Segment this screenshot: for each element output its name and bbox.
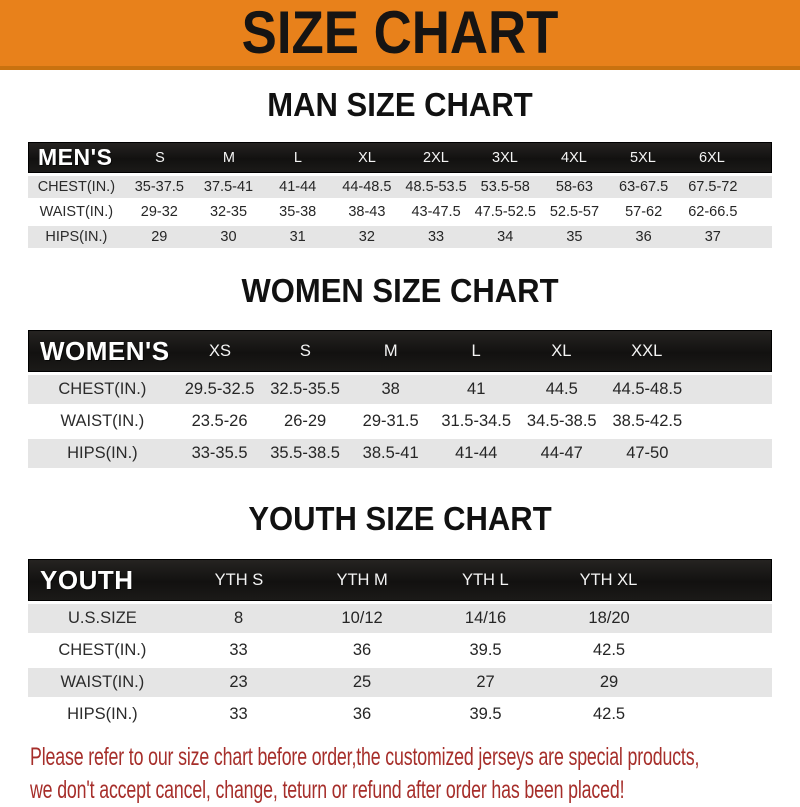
row-label: WAIST(IN.)	[60, 412, 145, 430]
size-value-cell: 47.5-52.5	[474, 204, 536, 220]
size-value-cell: 33	[229, 705, 248, 723]
size-column-header: 2XL	[423, 149, 449, 166]
size-value-cell: 26-29	[284, 412, 327, 430]
size-value-cell: 32.5-35.5	[270, 380, 340, 398]
size-column-header: XL	[358, 149, 376, 166]
size-column-header: M	[383, 341, 398, 360]
size-value-cell: 35.5-38.5	[270, 444, 340, 462]
size-value-cell: 27	[476, 673, 495, 691]
women-size-table	[28, 330, 772, 468]
size-value-cell: 29	[151, 229, 168, 245]
row-label: WAIST(IN.)	[60, 673, 145, 691]
size-column-header: 4XL	[561, 149, 587, 166]
size-value-cell: 53.5-58	[480, 179, 530, 195]
size-column-header: YTH M	[336, 570, 388, 589]
row-label: WAIST(IN.)	[39, 204, 114, 220]
size-column-header: XS	[209, 341, 232, 360]
size-value-cell: 48.5-53.5	[405, 179, 467, 195]
women-section-heading: WOMEN SIZE CHART	[241, 272, 559, 309]
men-table-label: MEN'S	[38, 144, 113, 170]
size-column-header: 3XL	[492, 149, 518, 166]
men-hips-row	[28, 226, 772, 248]
size-column-header: XL	[551, 341, 572, 360]
size-value-cell: 38.5-41	[362, 444, 419, 462]
order-note-line-1: Please refer to our size chart before order,the customized jerseys are special products,	[30, 743, 700, 771]
men-chest-row	[28, 176, 772, 198]
youth-table-header-row	[28, 559, 772, 601]
size-column-header: S	[155, 149, 165, 166]
size-value-cell: 35-37.5	[134, 179, 184, 195]
size-column-header: YTH S	[214, 570, 264, 589]
size-column-header: 5XL	[630, 149, 656, 166]
size-value-cell: 10/12	[341, 609, 383, 627]
size-value-cell: 43-47.5	[411, 204, 461, 220]
men-table-header-row	[28, 142, 772, 173]
size-value-cell: 41-44	[455, 444, 498, 462]
size-value-cell: 44-47	[540, 444, 583, 462]
size-value-cell: 30	[220, 229, 237, 245]
size-value-cell: 14/16	[464, 609, 507, 627]
youth-hips-row	[28, 700, 772, 729]
size-value-cell: 44.5	[545, 380, 578, 398]
size-value-cell: 32-35	[209, 204, 248, 220]
size-value-cell: 36	[352, 705, 372, 723]
men-section-heading: MAN SIZE CHART	[267, 86, 533, 123]
size-value-cell: 23	[229, 673, 248, 691]
youth-section-heading: YOUTH SIZE CHART	[248, 500, 552, 537]
women-table-header-row	[28, 330, 772, 372]
size-column-header: YTH XL	[579, 570, 638, 589]
size-value-cell: 42.5	[592, 705, 626, 723]
size-value-cell: 36	[635, 229, 652, 245]
size-value-cell: 25	[352, 673, 372, 691]
men-size-table	[28, 142, 772, 248]
row-label: HIPS(IN.)	[67, 705, 138, 723]
women-chest-row	[28, 375, 772, 404]
row-label: CHEST(IN.)	[58, 641, 147, 659]
size-value-cell: 35	[566, 229, 583, 245]
youth-chest-row	[28, 636, 772, 665]
size-chart-banner-title: SIZE CHART	[241, 0, 559, 66]
size-value-cell: 32	[358, 229, 375, 245]
size-value-cell: 38.5-42.5	[612, 412, 683, 430]
women-hips-row	[28, 439, 772, 468]
size-value-cell: 29.5-32.5	[184, 380, 255, 398]
youth-size-table	[28, 559, 772, 729]
size-value-cell: 38	[381, 380, 400, 398]
size-value-cell: 52.5-57	[549, 204, 600, 220]
size-value-cell: 35-38	[279, 204, 317, 220]
size-value-cell: 42.5	[592, 641, 626, 659]
row-label: HIPS(IN.)	[45, 229, 108, 245]
youth-ussize-row	[28, 604, 772, 633]
size-value-cell: 34.5-38.5	[526, 412, 597, 430]
size-value-cell: 23.5-26	[191, 412, 248, 430]
size-value-cell: 34	[497, 229, 514, 245]
women-table-label: WOMEN'S	[40, 335, 170, 366]
size-value-cell: 38-43	[348, 204, 386, 220]
size-value-cell: 63-67.5	[619, 179, 669, 195]
size-value-cell: 29-31.5	[362, 412, 419, 430]
order-note	[30, 741, 770, 807]
size-value-cell: 18/20	[588, 609, 630, 627]
size-value-cell: 33	[427, 229, 445, 245]
size-value-cell: 67.5-72	[688, 179, 738, 195]
size-value-cell: 33	[229, 641, 248, 659]
row-label: CHEST(IN.)	[37, 179, 116, 195]
size-value-cell: 44-48.5	[342, 179, 392, 195]
men-waist-row	[28, 201, 772, 223]
size-column-header: L	[293, 149, 302, 166]
size-value-cell: 8	[233, 609, 244, 627]
size-value-cell: 57-62	[625, 204, 663, 220]
size-column-header: XXL	[631, 341, 663, 360]
size-value-cell: 58-63	[555, 179, 593, 195]
size-value-cell: 41	[467, 380, 486, 398]
size-value-cell: 29	[599, 673, 619, 691]
row-label: HIPS(IN.)	[67, 444, 138, 462]
size-value-cell: 37	[704, 229, 721, 245]
youth-table-label: YOUTH	[40, 564, 134, 595]
size-value-cell: 62-66.5	[688, 204, 738, 220]
size-value-cell: 29-32	[140, 204, 178, 220]
youth-waist-row	[28, 668, 772, 697]
row-label: CHEST(IN.)	[58, 380, 147, 398]
size-value-cell: 33-35.5	[191, 444, 248, 462]
size-value-cell: 47-50	[626, 444, 669, 462]
women-waist-row	[28, 407, 772, 436]
size-value-cell: 39.5	[469, 705, 502, 723]
size-column-header: S	[299, 341, 311, 360]
size-value-cell: 31	[289, 229, 306, 245]
size-column-header: M	[222, 149, 235, 166]
size-column-header: YTH L	[461, 570, 509, 589]
size-value-cell: 36	[352, 641, 372, 659]
size-value-cell: 31.5-34.5	[441, 412, 512, 430]
size-value-cell: 44.5-48.5	[612, 380, 683, 398]
size-chart-banner	[0, 0, 800, 70]
size-column-header: L	[471, 341, 481, 360]
order-note-line-2: we don't accept cancel, change, teturn or refund after order has been placed!	[30, 776, 625, 804]
size-value-cell: 41-44	[279, 179, 317, 195]
size-value-cell: 37.5-41	[203, 179, 254, 195]
row-label: U.S.SIZE	[68, 609, 137, 627]
size-value-cell: 39.5	[469, 641, 502, 659]
size-column-header: 6XL	[699, 149, 725, 166]
